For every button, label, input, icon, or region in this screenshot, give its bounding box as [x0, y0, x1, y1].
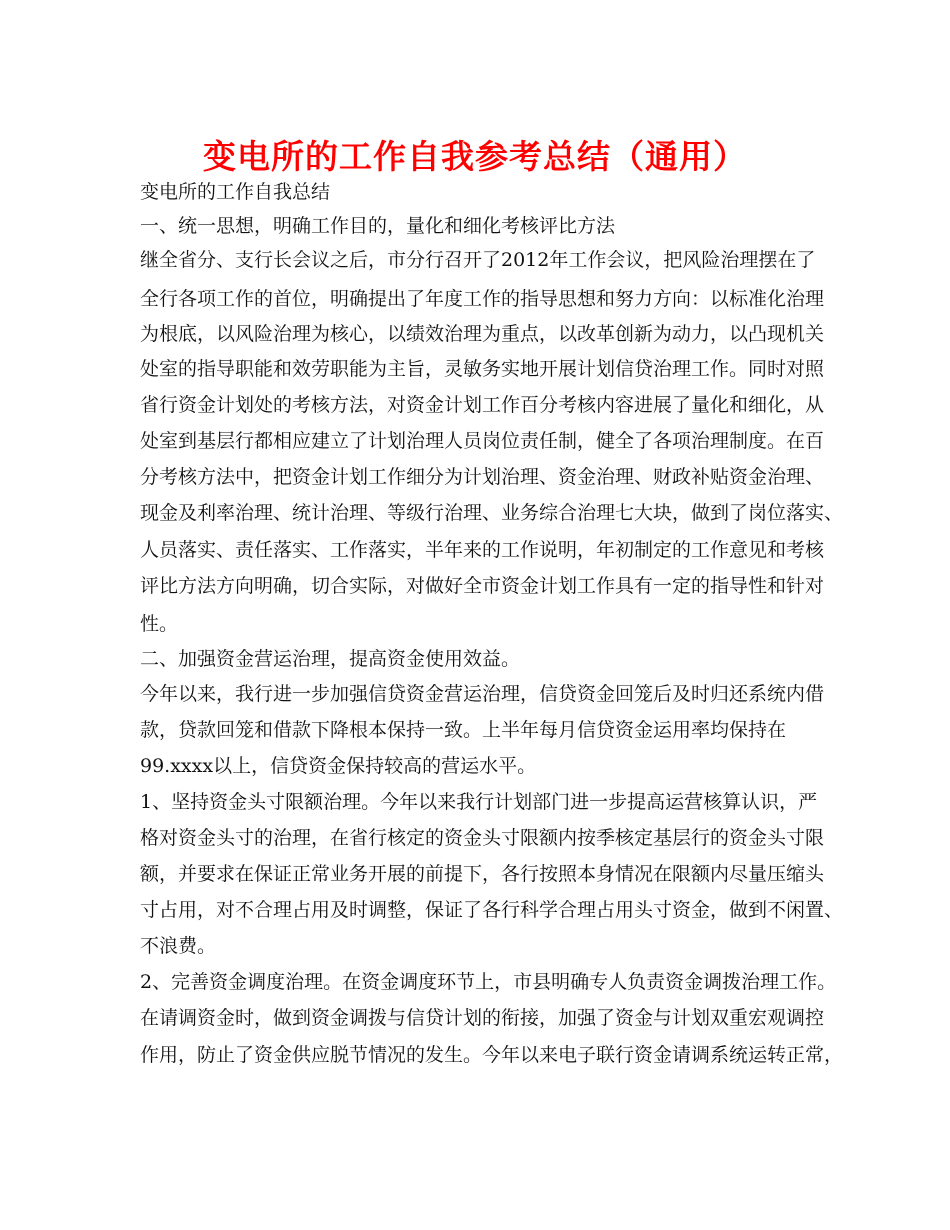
text-line: 现金及利率治理、统计治理、等级行治理、业务综合治理七大块，做到了岗位落实、	[140, 502, 844, 524]
text-line: 为根底，以风险治理为核心，以绩效治理为重点，以改革创新为动力，以凸现机关	[140, 323, 825, 345]
text-line: 额，并要求在保证正常业务开展的前提下，各行按照本身情况在限额内尽量压缩头	[140, 863, 825, 885]
text-line: 处室的指导职能和效劳职能为主旨，灵敏务实地开展计划信贷治理工作。同时对照	[140, 358, 825, 380]
text-line: 款，贷款回笼和借款下降根本保持一致。上半年每月信贷资金运用率均保持在	[140, 719, 787, 741]
document-title: 变电所的工作自我参考总结（通用）	[203, 137, 747, 176]
text-line: 变电所的工作自我总结	[140, 181, 331, 203]
text-line: 不浪费。	[140, 935, 217, 957]
text-line: 99.xxxx以上，信贷资金保持较高的营运水平。	[140, 755, 537, 777]
text-line: 人员落实、责任落实、工作落实，半年来的工作说明，年初制定的工作意见和考核	[140, 539, 825, 561]
text-line: 继全省分、支行长会议之后，市分行召开了2012年工作会议，把风险治理摆在了	[140, 249, 816, 271]
text-line: 2、完善资金调度治理。在资金调度环节上，市县明确专人负责资金调拨治理工作。	[140, 971, 837, 993]
text-line: 格对资金头寸的治理，在省行核定的资金头寸限额内按季核定基层行的资金头寸限	[140, 827, 825, 849]
text-line: 性。	[140, 613, 179, 635]
text-line: 全行各项工作的首位，明确提出了年度工作的指导思想和努力方向：以标准化治理	[140, 288, 825, 310]
text-line: 一、统一思想，明确工作目的，量化和细化考核评比方法	[140, 215, 616, 237]
text-line: 今年以来，我行进一步加强信贷资金营运治理，信贷资金回笼后及时归还系统内借	[140, 683, 825, 705]
text-line: 在请调资金时，做到资金调拨与信贷计划的衔接，加强了资金与计划双重宏观调控	[140, 1007, 825, 1029]
text-line: 处室到基层行都相应建立了计划治理人员岗位责任制，健全了各项治理制度。在百	[140, 430, 825, 452]
text-line: 分考核方法中，把资金计划工作细分为计划治理、资金治理、财政补贴资金治理、	[140, 466, 825, 488]
text-line: 二、加强资金营运治理，提高资金使用效益。	[140, 648, 521, 670]
text-line: 作用，防止了资金供应脱节情况的发生。今年以来电子联行资金请调系统运转正常，	[140, 1044, 844, 1066]
text-line: 寸占用，对不合理占用及时调整，保证了各行科学合理占用头寸资金，做到不闲置、	[140, 899, 844, 921]
text-line: 1、坚持资金头寸限额治理。今年以来我行计划部门进一步提高运营核算认识，严	[140, 791, 818, 813]
text-line: 省行资金计划处的考核方法，对资金计划工作百分考核内容进展了量化和细化，从	[140, 394, 825, 416]
text-line: 评比方法方向明确，切合实际，对做好全市资金计划工作具有一定的指导性和针对	[140, 575, 825, 597]
